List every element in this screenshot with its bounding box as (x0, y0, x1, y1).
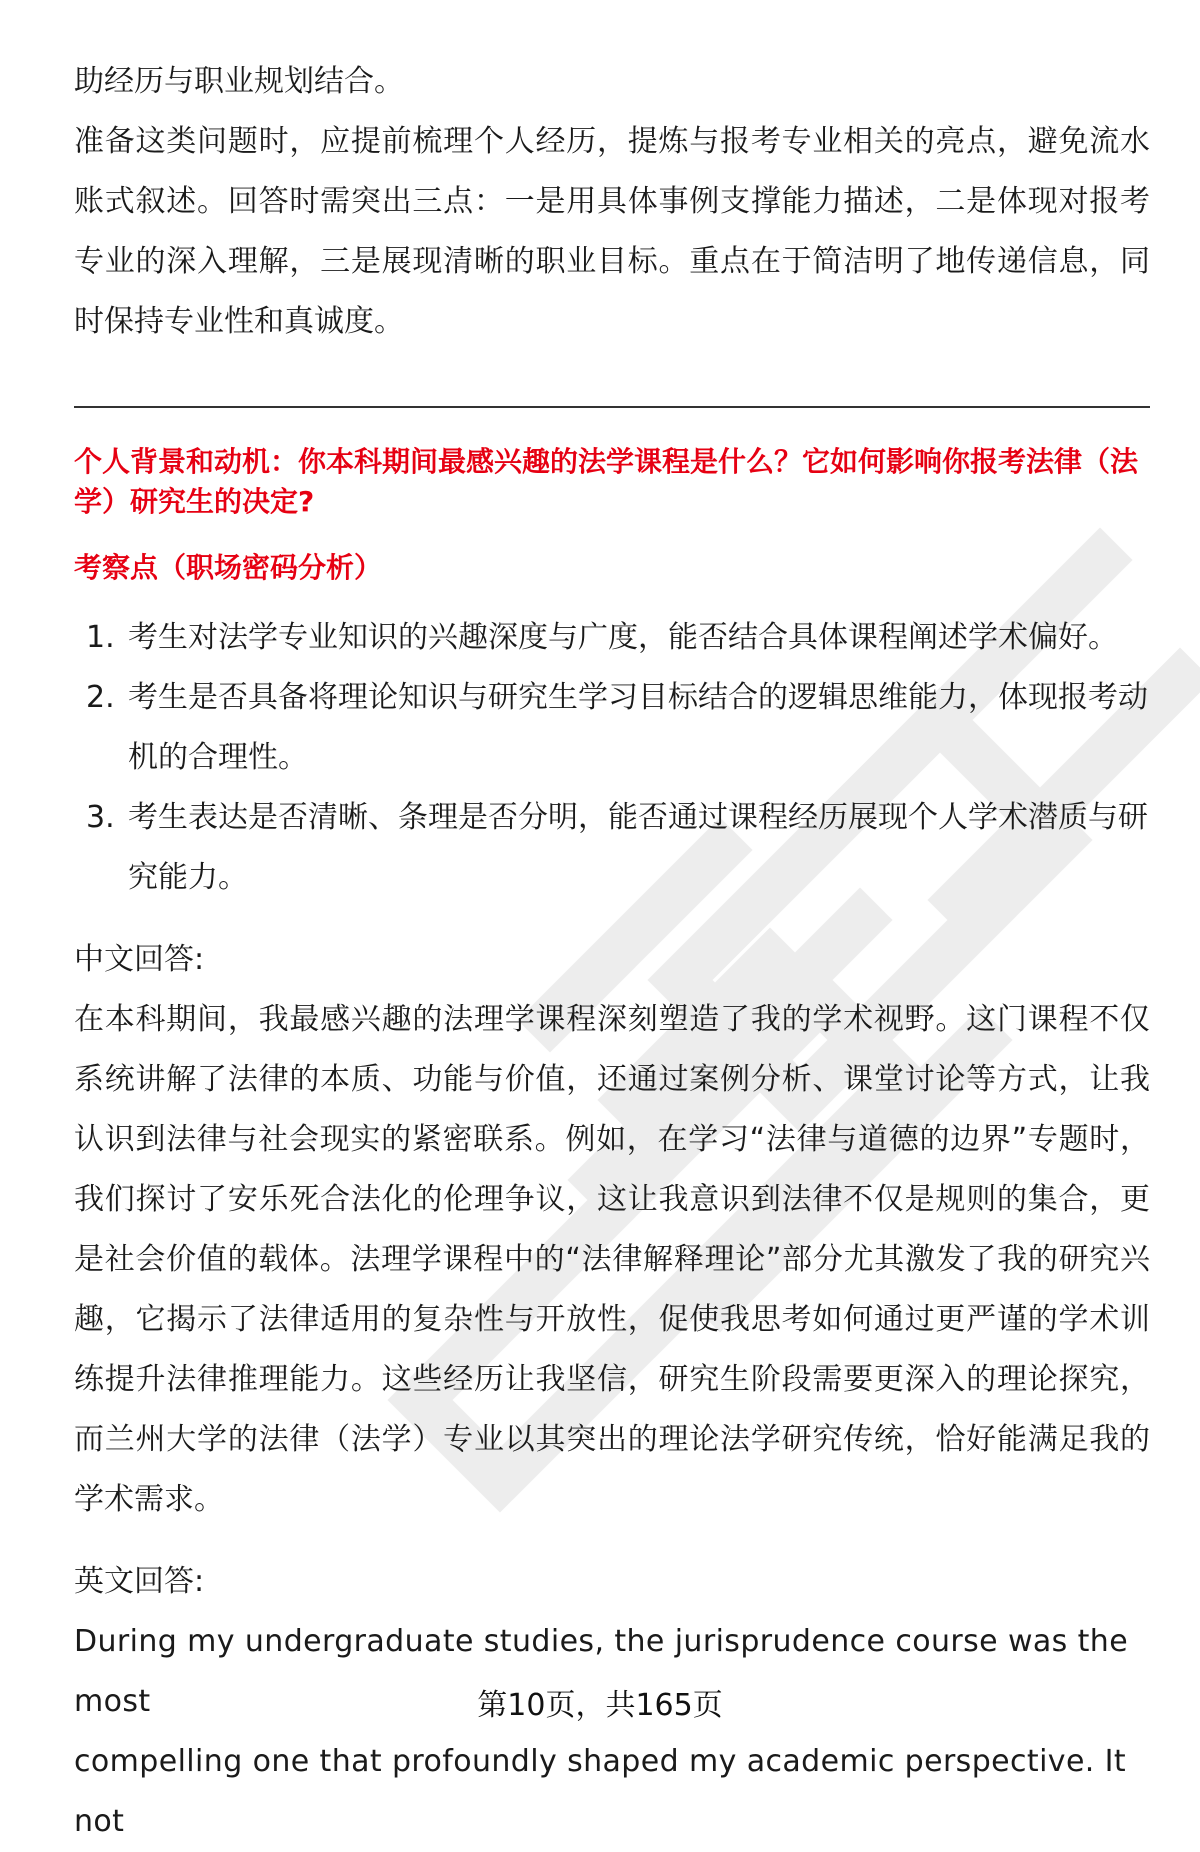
preparation-paragraph: 准备这类问题时，应提前梳理个人经历，提炼与报考专业相关的亮点，避免流水账式叙述。回答时需突出三点：一是用具体事例支撑能力描述，二是体现对报考专业的深入理解，三是展现清晰的职业目标。重点在于简洁明了地传递信息，同时保持专业性和真诚度。 (74, 124, 1150, 339)
list-item-text: 考生对法学专业知识的兴趣深度与广度，能否结合具体课程阐述学术偏好。 (128, 620, 1118, 655)
english-answer-line: compelling one that profoundly shaped my academic perspective. It not (74, 1744, 1127, 1839)
question-heading: 个人背景和动机：你本科期间最感兴趣的法学课程是什么？它如何影响你报考法律（法学）研究生的决定? (74, 445, 1139, 518)
chinese-answer-label: 中文回答: (74, 942, 205, 977)
list-item (74, 788, 1150, 908)
section-divider (74, 406, 1150, 408)
list-item (74, 668, 1150, 788)
chinese-answer-text: 在本科期间，我最感兴趣的法理学课程深刻塑造了我的学术视野。这门课程不仅系统讲解了法律的本质、功能与价值，还通过案例分析、课堂讨论等方式，让我认识到法律与社会现实的紧密联系。例如，在学习“法律与道德的边界”专题时，我们探讨了安乐死合法化的伦理争议，这让我意识到法律不仅是规则的集合，更是社会价值的载体。法理学课程中的“法律解释理论”部分尤其激发了我的研究兴趣，它揭示了法律适用的复杂性与开放性，促使我思考如何通过更严谨的学术训练提升法律推理能力。这些经历让我坚信，研究生阶段需要更深入的理论探究，而兰州大学的法律（法学）专业以其突出的理论法学研究传统，恰好能满足我的学术需求。 (74, 1002, 1150, 1517)
english-answer-label: 英文回答: (74, 1564, 205, 1599)
list-item-text: 考生是否具备将理论知识与研究生学习目标结合的逻辑思维能力，体现报考动机的合理性。 (128, 680, 1148, 775)
list-item-number: 2. (86, 680, 115, 715)
list-item-number: 1. (86, 620, 115, 655)
page-content (74, 52, 1150, 1852)
english-answer-line: During my undergraduate studies, the jurisprudence course was the most (74, 1624, 1129, 1719)
exam-points-heading: 考察点（职场密码分析） (74, 551, 383, 584)
list-item-number: 3. (86, 800, 115, 835)
page-number-footer: 第10页，共165页 (477, 1688, 723, 1723)
list-item (74, 608, 1150, 668)
list-item-text: 考生表达是否清晰、条理是否分明，能否通过课程经历展现个人学术潜质与研究能力。 (128, 800, 1148, 895)
intro-paragraph: 助经历与职业规划结合。 (74, 64, 404, 99)
exam-points-list (74, 608, 1150, 908)
